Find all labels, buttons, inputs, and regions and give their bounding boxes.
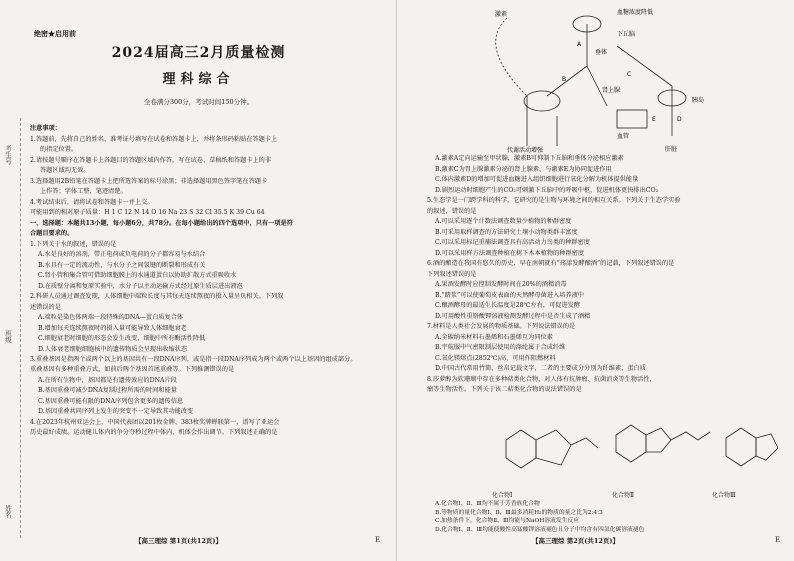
section-heading: 一、选择题：本题共13小题，每小题6分，共78分。在每小题给出的四个选项中，只有一项是符	[30, 219, 293, 227]
text-line: 述错误的是	[30, 303, 61, 311]
left-footer-version: E	[375, 536, 381, 544]
option: B.“踏浆”可以使葡萄皮表面的天然酵母菌进入培养液中	[435, 291, 584, 299]
right-footer: 【高三理综 第2页(共12页)】	[532, 537, 619, 545]
text-line: 答题区域均无效。	[40, 167, 90, 174]
right-footer-version: E	[775, 536, 781, 544]
side-label-class: 班级	[4, 330, 12, 343]
option: D.剧烈运动时细胞产生的CO₂可刺激下丘脑中的呼吸中枢，促进机体更快排出CO₂	[435, 186, 659, 194]
option: A.化合物Ⅰ、Ⅱ、Ⅲ均不属于芳香族化合物	[435, 501, 540, 507]
option: B.宇航服中气密限制层使用的涤纶属于合成纤维	[435, 344, 566, 351]
hormone-regulation-diagram	[467, 6, 737, 154]
text-line: 1.答题前，先将自己的姓名、准考证号填写在试卷和答题卡上，并将条形码粘贴在答题卡上	[30, 135, 278, 143]
text-line: 2.请按题号顺序在答题卡上各题目的答题区域内作答，写在试卷、草稿纸和答题卡上的非	[30, 156, 272, 164]
option: A.在所有生物中，基因都是有遗传效应的DNA片段	[38, 376, 177, 384]
option: B.激素C为胃上腺激素分泌的肾上腺素，与激素E为协同促进作用	[435, 165, 612, 173]
diagram-label: 胰岛	[692, 97, 705, 104]
right-body-text-2	[427, 500, 787, 534]
option: C.酿酒酵母的最适生长温度是28℃左右，可促进发酵	[435, 302, 581, 309]
option: C.可以采用标记重捕法调查具有高活动力鸟类的种群密度	[435, 239, 590, 246]
atomic-mass-line: 可能用到的相对原子质量：H 1 C 12 N 14 O 16 Na 23 S 32 Cl 35.5 K 39 Cu 64	[30, 209, 265, 216]
question-6: 6.酒的酿造在我国有悠久的历史，早在南朝就有“荡漾发酵酿酒”的记载，下列叙述错误的是	[427, 260, 675, 267]
option: A.果酒发酵时应控制发酵时间在20%的酒精消毒	[435, 281, 567, 288]
diagram-label: D	[677, 116, 682, 123]
option: D.基因重叠共同序列上发生的突变不一定导致其功能改变	[38, 408, 194, 415]
exam-info: 全卷满分300分，考试时间150分钟。	[143, 98, 254, 106]
option: C.基因重叠可能有限的DNA序列包含更多的遗传信息	[38, 397, 184, 405]
left-body-text	[30, 124, 390, 439]
option: B.可采用取样调查的方法研究土壤小动物类群丰富度	[435, 228, 578, 236]
text-line: 的叙述，错误的是	[427, 207, 477, 215]
left-footer: 【高三理综 第1页(共12页)】	[135, 537, 222, 545]
compound-3-label: 化合物Ⅲ	[712, 492, 736, 499]
question-8: 8.莎萝醇为软珊瑚中存在多种萜类化合物，对人体有抗肿瘤、抗菌消炎等生物活性，	[427, 375, 656, 383]
option: C.肾小管和集合管可借助细胞膜上的水通道蛋白以协助扩散方式重吸收水	[38, 272, 237, 279]
diagram-label: 垂体	[595, 49, 608, 56]
diagram-label: 血管	[617, 133, 630, 140]
diagram-label: 肝脏	[665, 146, 678, 153]
diagram-label: 肾上腺	[602, 87, 621, 94]
section-heading-cont: 合题目要求的。	[30, 230, 74, 237]
text-line: 历史最好成绩。运动健儿体内的争分夺秒过程中体内，机体会作出调节。下列叙述正确的是	[30, 429, 278, 436]
diagram-label: 下丘脑	[617, 31, 636, 38]
question-7: 7.材料是人类社会发展的物质基础。下列说法错误的是	[427, 323, 576, 330]
option: D.可以采用样方法调查种植在树下木本植物的种群密度	[435, 249, 585, 257]
text-line: 4.考试结束后，请将试卷和答题卡一并上交。	[30, 198, 154, 206]
diagram-label: 代谢活动增强	[507, 147, 544, 154]
compound-2-label: 化合物Ⅱ	[612, 492, 635, 499]
diagram-label: 激素	[495, 11, 508, 18]
option: B.基因重叠可减少DNA复制过程所需的时间和能量	[38, 387, 177, 394]
option: C.加热条件下，化合物Ⅱ、Ⅲ均能与NaOH溶液发生反应	[435, 518, 580, 524]
option: C.细胞衰老时细胞的形态会发生改变，细胞中所有酶活性降低	[38, 335, 206, 342]
option: B.水具有一定的流动性，与水分子之间氢键的断裂和形成有关	[38, 261, 206, 269]
option: D.可用酸性重铬酸钾溶液检测发酵过程中是否生成了酒精	[435, 312, 591, 320]
confidential-note: 绝密★启用前	[34, 29, 76, 38]
diagram-label: B	[562, 76, 567, 83]
diagram-label: 血糖浓度降低	[617, 9, 654, 16]
side-label-exam-number: 考生号	[4, 145, 12, 165]
option: A.水是良好的溶剂，带正电荷或负电荷的分子都容易与水结合	[38, 251, 206, 258]
right-page	[397, 0, 794, 561]
side-label-name: 姓名	[4, 505, 12, 518]
option: C.体内激素D的增加可促进血糖进入组织细胞进行氧化分解为机体提供能量	[435, 176, 639, 183]
option: A.全碳纳米材料石墨烯和石墨烯互为同位素	[435, 333, 553, 341]
option: D.化合物Ⅰ、Ⅱ、Ⅲ均能使酸性高锰酸钾溶液褪色且分子中均含有四氢化碳溶液褪色	[435, 526, 645, 533]
option: A.可以采用逐个计数法调查数量少植物的种群密度	[435, 218, 572, 225]
option: B.等物质的量化合物Ⅰ、Ⅱ、Ⅲ最多消耗H₂的物质的量之比为2:4:3	[435, 509, 603, 516]
diagram-label: C	[627, 71, 632, 78]
text-line: 重叠基因有多种重叠方式，如前后两个基因首尾重叠等。下列推测错误的是	[30, 366, 235, 373]
compound-structures	[466, 400, 786, 490]
option: C.氧化镁熔点(2852℃)高，可用作阻燃材料	[435, 354, 556, 362]
diagram-label: A	[577, 41, 582, 48]
option: A.端粒是染色体两端一段特殊的DNA—蛋白质复合体	[38, 314, 184, 321]
option: D.中国古代常用竹简、丝帛记载文字，二者的主要成分分别为纤维素、蛋白质	[435, 365, 646, 372]
notice-heading: 注意事项：	[30, 125, 61, 132]
option: B.增加每天连续熬夜时的摄入量可能导致人体细胞衰老	[38, 324, 187, 332]
text-line: 上作答；字体工整，笔迹清楚。	[40, 188, 127, 195]
text-line: 瘤等生物活性。下列关于该二萜类化合物的说法错误的是	[427, 386, 582, 393]
right-body-text	[427, 154, 787, 396]
question-4: 4.在2023年杭州亚运会上，中国代表团以201枚金牌、383枚奖牌蝉联第一，谱写了亚运会	[30, 418, 280, 426]
text-line: 的指定位置。	[40, 146, 78, 153]
exam-title: 2024届高三2月质量检测	[111, 45, 286, 61]
question-2: 2.科研人员通过调查发现，人体细胞中端粒长度与其每天连续熬夜的摄入量呈负相关。下列叙	[30, 293, 284, 300]
binding-line	[20, 118, 21, 538]
question-3: 3.重叠基因是指两个或两个以上的基因共有一段DNA序列，或是指一段DNA序列成为两个或两个以上基因的组成部分。	[30, 356, 357, 363]
exam-subject: 理科综合	[162, 72, 235, 87]
compound-1-label: 化合物Ⅰ	[492, 492, 513, 499]
option: D.人体衰老细胞细胞核中的遗传物质会呈现出收缩状态	[38, 345, 188, 353]
question-5: 5.生态学是一门跨学科的科学，它研究的是生物与环境之间的相互关系。下列关于生态学实验	[427, 197, 681, 204]
diagram-label: E	[652, 116, 656, 123]
option: A.激素A定向运输至甲状腺，激素B可抑制下丘脑和垂体分泌相应激素	[435, 155, 624, 162]
option: D.在质壁分离和复原实验中，水分子以主动运输方式经过原生质层进出液泡	[38, 282, 243, 290]
text-line: 下列叙述错误的是	[427, 270, 477, 278]
question-1: 1.下列关于水的叙述，错误的是	[30, 240, 117, 248]
text-line: 3.选择题用2B铅笔在答题卡上把所选答案的标号涂黑；非选择题用黑色签字笔在答题卡	[30, 177, 268, 185]
